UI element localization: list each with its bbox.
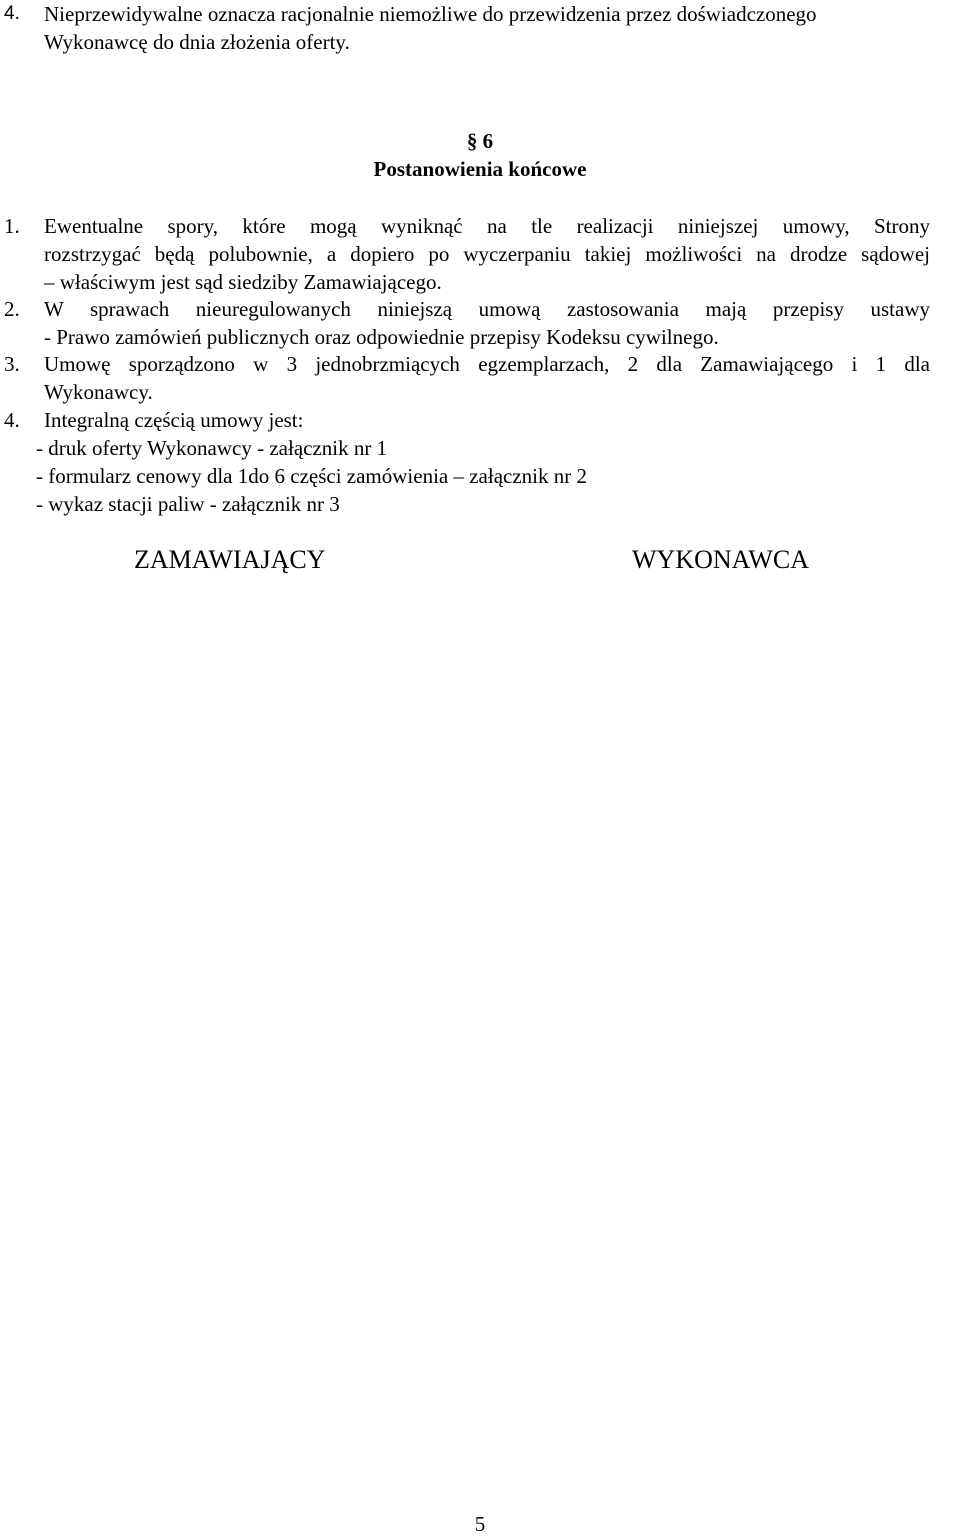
item-line: rozstrzygać będą polubownie, a dopiero po wyczerpaniu takiej możliwości na drodze sądowej — [44, 242, 930, 266]
signature-zamawiajacy: ZAMAWIAJĄCY — [134, 545, 326, 574]
list-item-3 — [0, 350, 960, 406]
item-intro: Integralną częścią umowy jest: — [44, 408, 304, 432]
item-number: 3. — [4, 352, 20, 376]
list-item-1 — [0, 212, 960, 296]
page-number: 5 — [474, 1512, 486, 1536]
item-line: Ewentualne spory, które mogą wyniknąć na tle realizacji niniejszej umowy, Strony — [44, 214, 930, 238]
item-line: Nieprzewidywalne oznacza racjonalnie niemożliwe do przewidzenia przez doświadczonego — [44, 2, 817, 26]
item-number: 4. — [4, 3, 20, 24]
section-title: Postanowienia końcowe — [373, 157, 587, 181]
attachment-item: - wykaz stacji paliw - załącznik nr 3 — [36, 492, 340, 516]
item-line: Wykonawcę do dnia złożenia oferty. — [44, 30, 350, 54]
list-item-4 — [0, 406, 960, 434]
item-line: W sprawach nieuregulowanych niniejszą umową zastosowania mają przepisy ustawy — [44, 297, 930, 321]
item-text — [44, 295, 930, 351]
item-line: Wykonawcy. — [44, 380, 153, 404]
item-text — [44, 212, 930, 296]
signature-wykonawca: WYKONAWCA — [632, 545, 809, 574]
item-number: 1. — [4, 214, 20, 238]
attachment-item: - druk oferty Wykonawcy - załącznik nr 1 — [36, 436, 388, 460]
item-text — [44, 406, 930, 434]
item-line: – właściwym jest sąd siedziby Zamawiającego. — [44, 270, 442, 294]
list-item-2 — [0, 295, 960, 351]
item-line: Umowę sporządzono w 3 jednobrzmiących egzemplarzach, 2 dla Zamawiającego i 1 dla — [44, 352, 930, 376]
attachment-list — [36, 434, 936, 518]
attachment-item: - formularz cenowy dla 1do 6 części zamówienia – załącznik nr 2 — [36, 464, 588, 488]
item-number: 4. — [4, 408, 20, 432]
section-number: § 6 — [466, 129, 494, 153]
item-text — [44, 0, 930, 56]
item-number: 2. — [4, 297, 20, 321]
item-line: - Prawo zamówień publicznych oraz odpowiednie przepisy Kodeksu cywilnego. — [44, 325, 719, 349]
previous-item-4 — [0, 0, 960, 56]
item-text — [44, 350, 930, 406]
